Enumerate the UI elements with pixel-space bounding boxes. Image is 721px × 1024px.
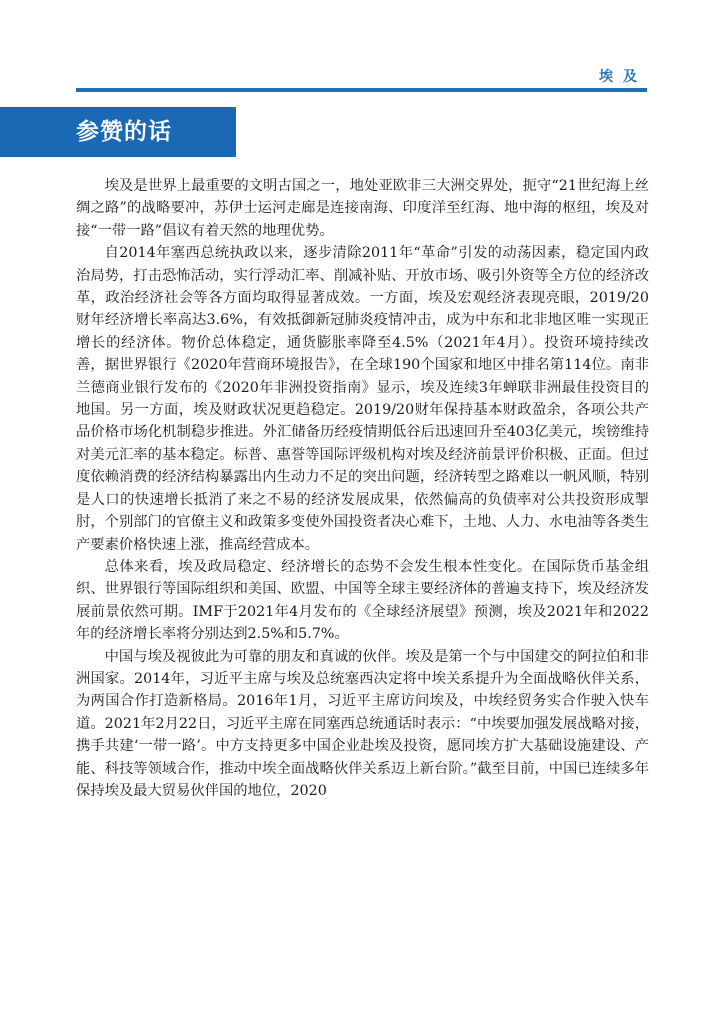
paragraph: 埃及是世界上最重要的文明古国之一，地处亚欧非三大洲交界处，扼守“21世纪海上丝绸之路”的战略要冲，苏伊士运河走廊是连接南海、印度洋至红海、地中海的枢纽，埃及对接“一带一路”倡议有着天然的地理优势。 [76, 178, 649, 239]
running-head-title: 埃及 [599, 69, 647, 85]
paragraph: 中国与埃及视彼此为可靠的朋友和真诚的伙伴。埃及是第一个与中国建交的阿拉伯和非洲国家。2014年，习近平主席与埃及总统塞西决定将中埃关系提升为全面战略伙伴关系，为两国合作打造新格局。2016年1月，习近平主席访问埃及，中埃经贸务实合作驶入快车道。2021年2月22日，习近平主席在同塞西总统通话时表示：“中埃要加强发展战略对接，携手共建‘一带一路’。中方支持更多中国企业赴埃及投资，愿同埃方扩大基础设施建设、产能、科技等领域合作，推动中埃全面战略伙伴关系迈上新台阶。”截至目前，中国已连续多年保持埃及最大贸易伙伴国的地位，2020 [76, 648, 649, 799]
section-title: 参赞的话 [76, 119, 172, 145]
paragraph: 总体来看，埃及政局稳定、经济增长的态势不会发生根本性变化。在国际货币基金组织、世界银行等国际组织和美国、欧盟、中国等全球主要经济体的普遍支持下，埃及经济发展前景依然可期。IMF于2021年4月发布的《全球经济展望》预测，埃及2021年和2022年的经济增长率将分别达到2.5%和5.7%。 [76, 558, 649, 643]
paragraph: 自2014年塞西总统执政以来，逐步清除2011年“革命”引发的动荡因素，稳定国内政治局势，打击恐怖活动，实行浮动汇率、削减补贴、开放市场、吸引外资等全方位的经济改革，政治经济社会等各方面均取得显著成效。一方面，埃及宏观经济表现亮眼，2019/20财年经济增长率高达3.6%，有效抵御新冠肺炎疫情冲击，成为中东和北非地区唯一实现正增长的经济体。物价总体稳定，通货膨胀率降至4.5%（2021年4月）。投资环境持续改善，据世界银行《2020年营商环境报告》，在全球190个国家和地区中排名第114位。南非兰德商业银行发布的《2020年非洲投资指南》显示，埃及连续3年蝉联非洲最佳投资目的地国。另一方面，埃及财政状况更趋稳定。2019/20财年保持基本财政盈余，各项公共产品价格市场化机制稳步推进。外汇储备历经疫情期低谷后迅速回升至403亿美元，埃镑维持对美元汇率的基本稳定。标普、惠誉等国际评级机构对埃及经济前景评价积极、正面。但过度依赖消费的经济结构暴露出内生动力不足的突出问题，经济转型之路难以一帆风顺，特别是人口的快速增长抵消了来之不易的经济发展成果，依然偏高的负债率对公共投资形成掣肘，个别部门的官僚主义和政策多变使外国投资者决心难下，土地、人力、水电油等各类生产要素价格快速上涨，推高经营成本。 [76, 245, 649, 553]
section-banner [0, 107, 236, 157]
header-rule [76, 88, 647, 92]
body-text [76, 175, 649, 802]
